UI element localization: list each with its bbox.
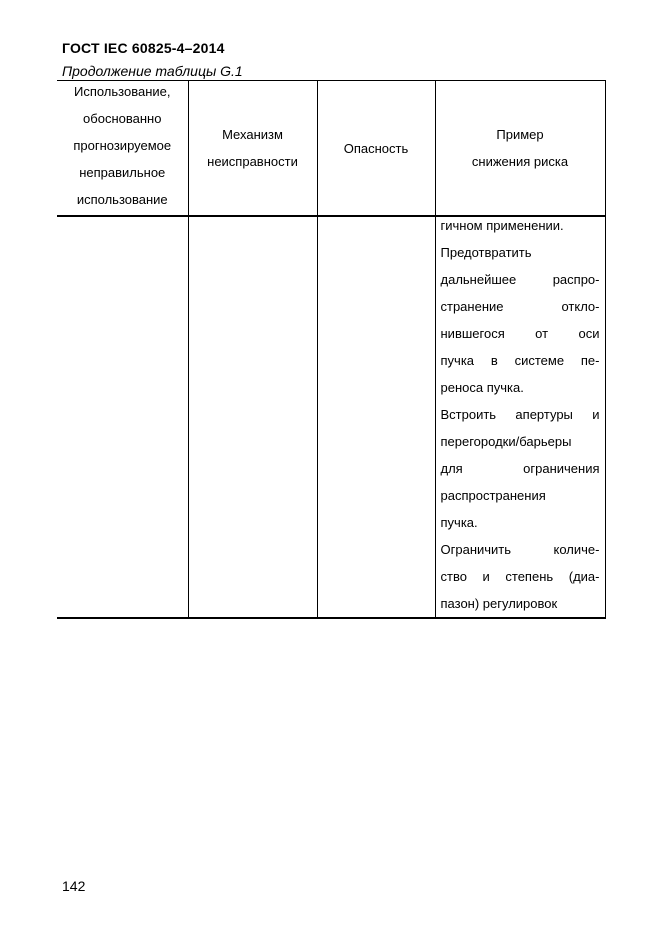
cell-hazard [317,216,435,618]
risk-table [57,80,606,619]
header-line: неправильное [79,164,166,180]
header-line: Использование, [73,83,171,99]
text-line: Встроить апертуры и [440,407,600,422]
header-line: снижения риска [471,154,569,169]
header-line: обоснованно [83,110,162,126]
column-header-mechanism [188,81,317,217]
text-line: ство и степень (диа- [440,569,600,584]
text-line: гичном применении. [440,218,564,233]
column-header-risk-reduction [435,81,605,217]
text-line: реноса пучка. [440,380,524,395]
cell-mechanism [188,216,317,618]
text-line: дальнейшее распро- [440,272,600,287]
text-line: Ограничить количе- [440,542,600,557]
header-line: использование [76,191,168,207]
table-header-row [57,81,605,217]
table-continuation-caption: Продолжение таблицы G.1 [62,63,243,79]
header-line: Опасность [343,140,409,156]
text-line: пучка в системе пе- [440,353,600,368]
text-line: для ограничения [440,461,600,476]
document-code: ГОСТ IEC 60825-4–2014 [62,40,225,56]
header-line: Пример [496,127,544,142]
cell-use [57,216,188,618]
header-line: прогнозируемое [73,137,172,153]
cell-risk-reduction [435,216,605,618]
text-line: Предотвратить [440,245,532,260]
text-line: пазон) регулировок [440,596,558,611]
text-line: распространения [440,488,546,503]
page-number: 142 [62,878,86,894]
text-line: странение откло- [440,299,600,314]
header-line: Механизм [222,127,283,142]
header-line: неисправности [207,154,298,169]
column-header-hazard [317,81,435,217]
column-header-use [57,81,188,217]
text-line: пучка. [440,515,478,530]
text-line: нившегося от оси [440,326,600,341]
table-row [57,216,605,618]
text-line: перегородки/барьеры [440,434,572,449]
